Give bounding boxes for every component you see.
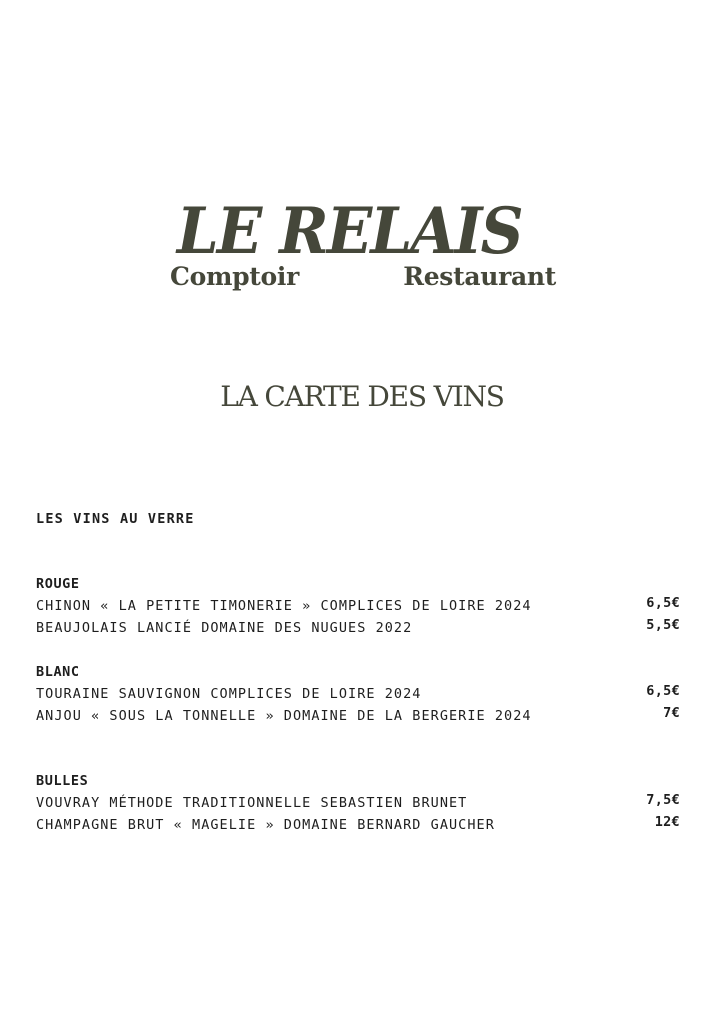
wine-name: ANJOU « SOUS LA TONNELLE » DOMAINE DE LA BERGERIE 2024 [36, 708, 532, 724]
wine-row [36, 792, 680, 815]
logo-name: LE RELAIS [176, 194, 522, 269]
wine-price: 7,5€ [646, 792, 680, 808]
wine-price: 5,5€ [646, 617, 680, 633]
wine-name: VOUVRAY MÉTHODE TRADITIONNELLE SEBASTIEN BRUNET [36, 795, 468, 811]
wine-price: 12€ [654, 814, 680, 830]
wine-price: 7€ [663, 705, 680, 721]
wine-name: CHAMPAGNE BRUT « MAGELIE » DOMAINE BERNARD GAUCHER [36, 817, 495, 833]
category-rouge: ROUGE [36, 576, 80, 592]
wine-price: 6,5€ [646, 683, 680, 699]
logo-sub-left: Comptoir [170, 262, 299, 291]
category-blanc: BLANC [36, 664, 80, 680]
category-bulles: BULLES [36, 773, 89, 789]
logo-sub-right: Restaurant [403, 262, 556, 291]
wine-price: 6,5€ [646, 595, 680, 611]
wine-row [36, 814, 680, 837]
wine-name: TOURAINE SAUVIGNON COMPLICES DE LOIRE 2024 [36, 686, 422, 702]
wine-row [36, 617, 680, 640]
menu-title: LA CARTE DES VINS [220, 380, 504, 413]
section-title: LES VINS AU VERRE [36, 511, 195, 527]
wine-row [36, 595, 680, 618]
wine-name: BEAUJOLAIS LANCIÉ DOMAINE DES NUGUES 2022 [36, 620, 413, 636]
wine-row [36, 683, 680, 706]
wine-name: CHINON « LA PETITE TIMONERIE » COMPLICES DE LOIRE 2024 [36, 598, 532, 614]
wine-row [36, 705, 680, 728]
restaurant-logo [168, 196, 558, 292]
